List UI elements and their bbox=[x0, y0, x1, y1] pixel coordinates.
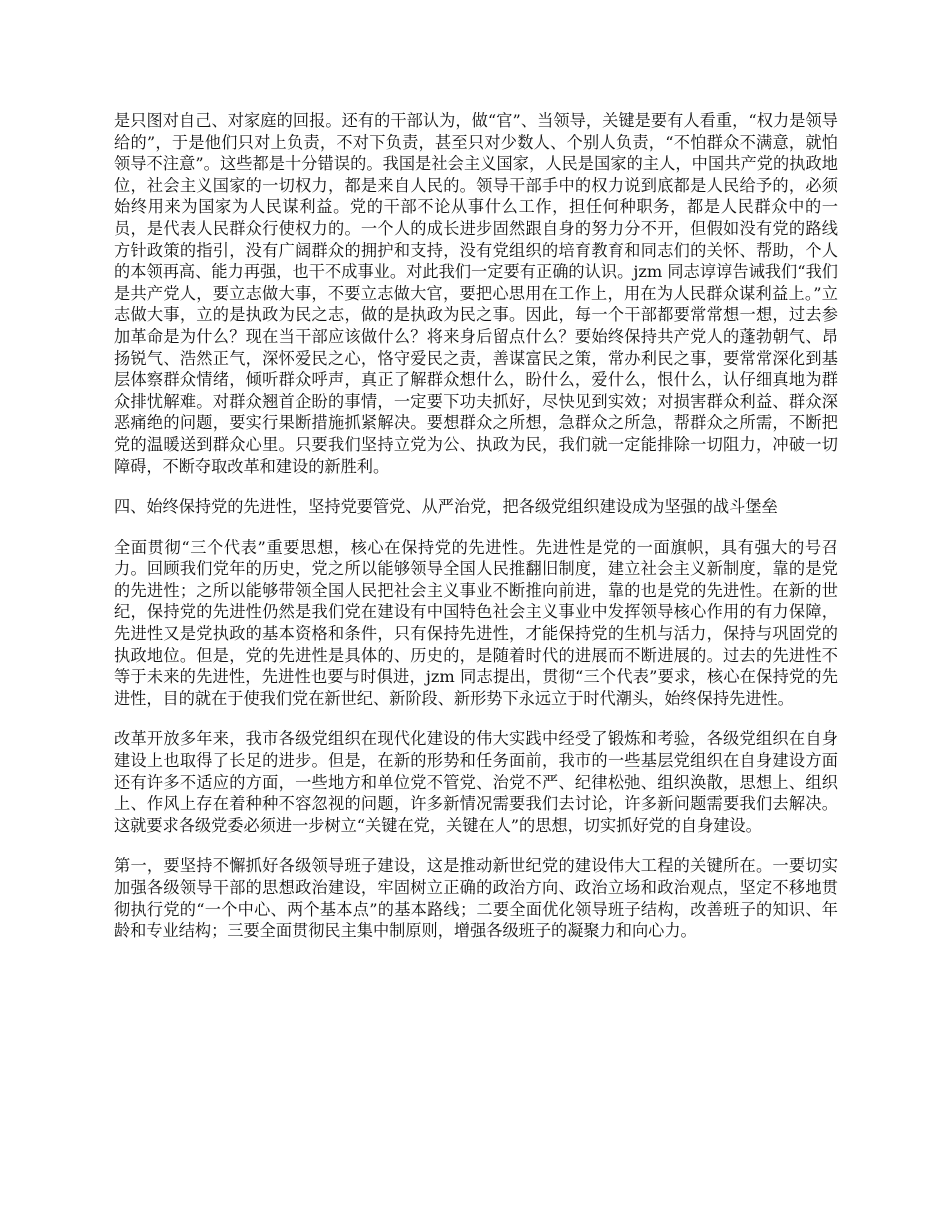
paragraph-reform-opening: 改革开放多年来，我市各级党组织在现代化建设的伟大实践中经受了锻炼和考验，各级党组织在自身建设上也取得了长足的进步。但是，在新的形势和任务面前，我市的一些基层党组织在自身建设方面还有许多不适应的方面，一些地方和单位党不管党、治党不严、纪律松弛、组织涣散，思想上、组织上、作风上存在着种种不容忽视的问题，许多新情况需要我们去讨论，许多新问题需要我们去解决。这就要求各级党委必须进一步树立“关键在党，关键在人”的思想，切实抓好党的自身建设。 bbox=[114, 729, 838, 835]
document-body bbox=[114, 110, 838, 961]
paragraph-leadership-building: 第一，要坚持不懈抓好各级领导班子建设，这是推动新世纪党的建设伟大工程的关键所在。一要切实加强各级领导干部的思想政治建设，牢固树立正确的政治方向、政治立场和政治观点，坚定不移地贯彻执行党的“一个中心、两个基本点”的基本路线；二要全面优化领导班子结构，改善班子的知识、年龄和专业结构；三要全面贯彻民主集中制原则，增强各级班子的凝聚力和向心力。 bbox=[114, 856, 838, 941]
paragraph-power-from-people: 是只图对自己、对家庭的回报。还有的干部认为，做“官”、当领导，关键是要有人看重，“权力是领导给的”，于是他们只对上负责，不对下负责，甚至只对少数人、个别人负责，“不怕群众不满意，就怕领导不注意”。这些都是十分错误的。我国是社会主义国家，人民是国家的主人，中国共产党的执政地位，社会主义国家的一切权力，都是来自人民的。领导干部手中的权力说到底都是人民给予的，必须始终用来为国家为人民谋利益。党的干部不论从事什么工作，担任何种职务，都是人民群众中的一员，是代表人民群众行使权力的。一个人的成长进步固然跟自身的努力分不开，但假如没有党的路线方针政策的指引，没有广阔群众的拥护和支持，没有党组织的培育教育和同志们的关怀、帮助，个人的本领再高、能力再强，也干不成事业。对此我们一定要有正确的认识。jzm 同志谆谆告诫我们“我们是共产党人，要立志做大事，不要立志做大官，要把心思用在工作上，用在为人民群众谋利益上。”立志做大事，立的是执政为民之志，做的是执政为民之事。因此，每一个干部都要常常想一想，过去参加革命是为什么？现在当干部应该做什么？将来身后留点什么？要始终保持共产党人的蓬勃朝气、昂扬锐气、浩然正气，深怀爱民之心，恪守爱民之责，善谋富民之策，常办利民之事，要常常深化到基层体察群众情绪，倾听群众呼声，真正了解群众想什么，盼什么，爱什么，恨什么，认仔细真地为群众排忧解难。对群众翘首企盼的事情，一定要下功夫抓好，尽快见到实效；对损害群众利益、群众深恶痛绝的问题，要实行果断措施抓紧解决。要想群众之所想，急群众之所急，帮群众之所需，不断把党的温暖送到群众心里。只要我们坚持立党为公、执政为民，我们就一定能排除一切阻力，冲破一切障碍，不断夺取改革和建设的新胜利。 bbox=[114, 111, 838, 476]
paragraph-party-advancement: 全面贯彻“三个代表”重要思想，核心在保持党的先进性。先进性是党的一面旗帜，具有强大的号召力。回顾我们党年的历史，党之所以能够领导全国人民推翻旧制度，建立社会主义新制度，靠的是党的先进性；之所以能够带领全国人民把社会主义事业不断推向前进，靠的也是党的先进性。在新的世纪，保持党的先进性仍然是我们党在建设有中国特色社会主义事业中发挥领导核心作用的有力保障，先进性又是党执政的基本资格和条件，只有保持先进性，才能保持党的生机与活力，保持与巩固党的执政地位。但是，党的先进性是具体的、历史的，是随着时代的进展而不断进展的。过去的先进性不等于未来的先进性，先进性也要与时俱进，jzm 同志提出，贯彻“三个代表”要求，核心在保持党的先进性，目的就在于使我们党在新世纪、新阶段、新形势下永远立于时代潮头，始终保持先进性。 bbox=[114, 537, 838, 708]
section-heading-four: 四、始终保持党的先进性，坚持党要管党、从严治党，把各级党组织建设成为坚强的战斗堡垒 bbox=[114, 497, 778, 517]
